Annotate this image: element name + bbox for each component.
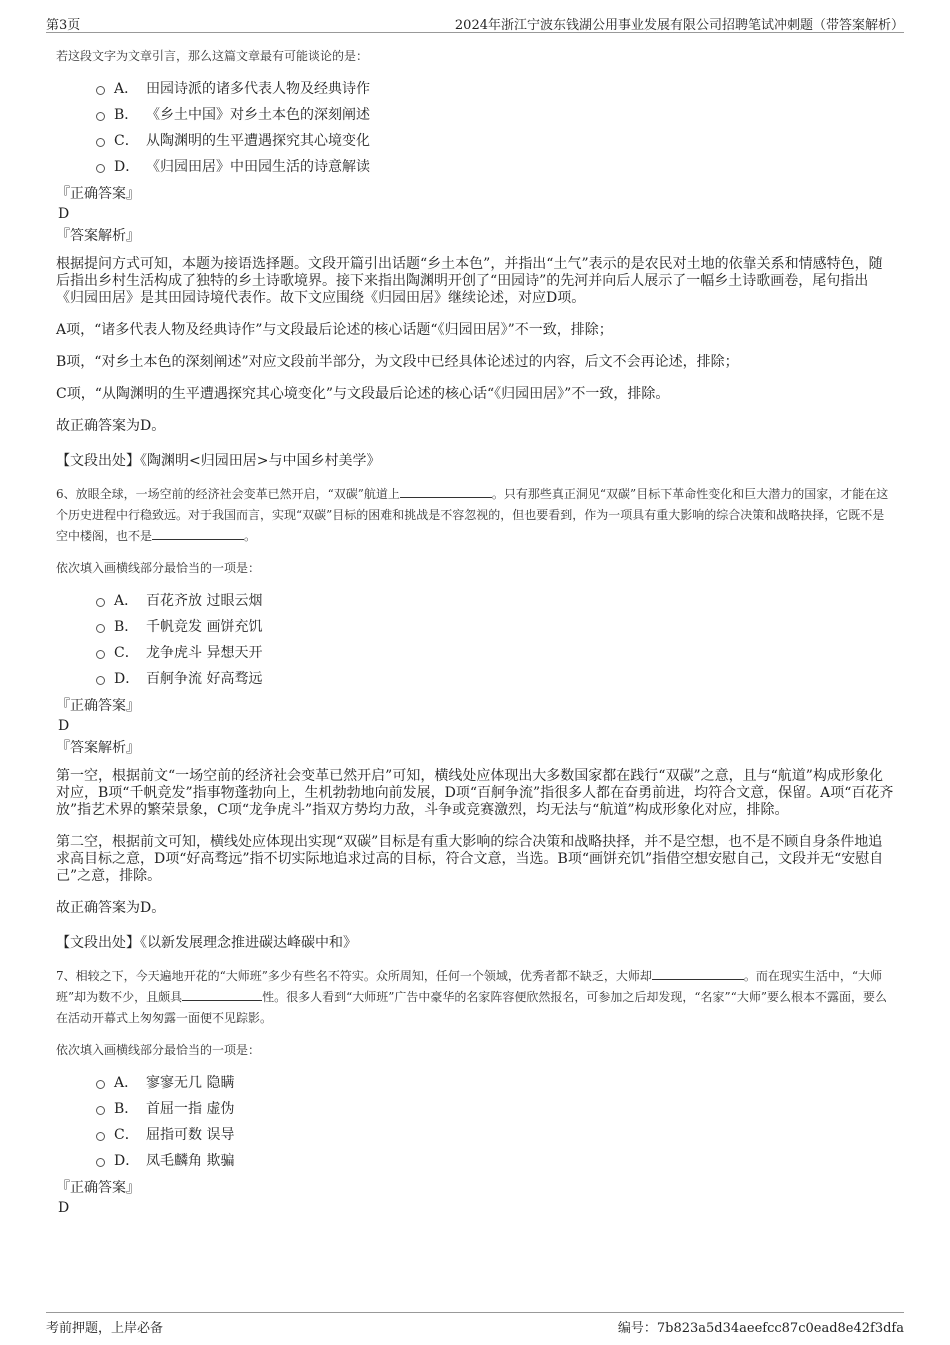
answer-blank (400, 485, 492, 498)
page-content (56, 44, 894, 1218)
q5-analysis-p4: C项，“从陶渊明的生平遭遇探究其心境变化”与文段最后论述的核心话“《归园田居》”不一致，排除。 (56, 386, 670, 402)
q6-answer-label: 『正确答案』 (56, 698, 140, 714)
radio-icon[interactable] (96, 650, 105, 659)
document-id: 编号：7b823a5d34aeefcc87c0ead8e42f3dfa (617, 1321, 904, 1336)
page-header (46, 10, 904, 33)
answer-blank (152, 527, 244, 540)
q6-analysis-p3: 故正确答案为D。 (56, 900, 166, 916)
q5-analysis-p3: B项，“对乡土本色的深刻阐述”对应文段前半部分，为文段中已经具体论述过的内容，后文不会再论述，排除； (56, 354, 739, 370)
radio-icon[interactable] (96, 1106, 105, 1115)
q5-answer-label: 『正确答案』 (56, 186, 140, 202)
q7-option-c[interactable]: C． 屈指可数 误导 (56, 1124, 894, 1150)
q5-analysis-p2: A项，“诸多代表人物及经典诗作”与文段最后论述的核心话题“《归园田居》”不一致，排除； (56, 322, 613, 338)
radio-icon[interactable] (96, 1080, 105, 1089)
q7-option-b[interactable]: B． 首屈一指 虚伪 (56, 1098, 894, 1124)
q7-option-a[interactable]: A． 寥寥无几 隐瞒 (56, 1072, 894, 1098)
radio-icon[interactable] (96, 1132, 105, 1141)
document-title: 2024年浙江宁波东钱湖公用事业发展有限公司招聘笔试冲刺题（带答案解析） (454, 18, 904, 33)
q5-answer: D (58, 206, 70, 222)
q6-analysis-label: 『答案解析』 (56, 740, 140, 756)
q6-prompt: 依次填入画横线部分最恰当的一项是： (56, 561, 261, 575)
page-footer (46, 1312, 904, 1337)
q5-analysis-p1: 根据提问方式可知，本题为接语选择题。文段开篇引出话题“乡土本色”，并指出“土气”表示的是农民对土地的依靠关系和情感特色，随后指出乡村生活构成了独特的乡土诗歌境界。接下来指出陶渊明开创了“田园诗”的先河并向后人展示了一幅乡土诗歌画卷，尾句指出《归园田居》是其田园诗境代表作。故下文应围绕《归园田居》继续论述，对应D项。 (56, 256, 883, 306)
answer-blank (182, 988, 262, 1001)
q7-option-d[interactable]: D． 凤毛麟角 欺骗 (56, 1150, 894, 1176)
q6-analysis-p2: 第二空，根据前文可知，横线处应体现出实现“双碳”目标是有重大影响的综合决策和战略抉择，并不是空想，也不是不顾自身条件地追求高目标之意，D项“好高骛远”指不切实际地追求过高的目标，符合文意，当选。B项“画饼充饥”指借空想安慰自己，文段并无“安慰自己”之意，排除。 (56, 834, 884, 884)
q5-source: 【文段出处】《陶渊明<归园田居>与中国乡村美学》 (56, 453, 381, 469)
q6-option-a[interactable]: A． 百花齐放 过眼云烟 (56, 590, 894, 616)
q7-stem: 7、相较之下，今天遍地开花的“大师班”多少有些名不符实。众所周知，任何一个领域，优秀者都不缺乏，大师却 。而在现实生活中，“大师班”却为数不少，且颇具 性。很多人看到“大师班”广告中豪华的名家阵容便欣然报名，可参加之后却发现，“名家”“大师”要么根本不露面，要么在活动开幕式上匆匆露一面便不见踪影。 (56, 969, 887, 1025)
radio-icon[interactable] (96, 112, 105, 121)
q6-stem: 6、放眼全球，一场空前的经济社会变革已然开启，“双碳”航道上 。只有那些真正洞见“双碳”目标下革命性变化和巨大潜力的国家，才能在这个历史进程中行稳致远。对于我国而言，实现“双碳”目标的困难和挑战是不容忽视的，但也要看到，作为一项具有重大影响的综合决策和战略抉择，它既不是空中楼阁，也不是 。 (56, 487, 889, 543)
q6-source: 【文段出处】《以新发展理念推进碳达峰碳中和》 (56, 935, 357, 951)
q6-options (56, 590, 894, 694)
radio-icon[interactable] (96, 624, 105, 633)
q5-option-c[interactable]: C． 从陶渊明的生平遭遇探究其心境变化 (56, 130, 894, 156)
radio-icon[interactable] (96, 676, 105, 685)
q6-answer: D (58, 718, 70, 734)
radio-icon[interactable] (96, 1158, 105, 1167)
radio-icon[interactable] (96, 598, 105, 607)
q7-answer: D (58, 1200, 70, 1216)
q5-analysis-p5: 故正确答案为D。 (56, 418, 166, 434)
q7-answer-label: 『正确答案』 (56, 1180, 140, 1196)
footer-slogan: 考前押题，上岸必备 (46, 1321, 164, 1336)
radio-icon[interactable] (96, 164, 105, 173)
q5-option-d[interactable]: D． 《归园田居》中田园生活的诗意解读 (56, 156, 894, 182)
q5-analysis-label: 『答案解析』 (56, 228, 140, 244)
page-number: 第3页 (46, 18, 81, 33)
q5-prompt: 若这段文字为文章引言，那么这篇文章最有可能谈论的是： (56, 49, 369, 63)
q5-option-b[interactable]: B． 《乡土中国》对乡土本色的深刻阐述 (56, 104, 894, 130)
q7-prompt: 依次填入画横线部分最恰当的一项是： (56, 1043, 261, 1057)
radio-icon[interactable] (96, 138, 105, 147)
q7-options (56, 1072, 894, 1176)
q5-option-a[interactable]: A． 田园诗派的诸多代表人物及经典诗作 (56, 78, 894, 104)
q6-option-d[interactable]: D． 百舸争流 好高骛远 (56, 668, 894, 694)
q5-options (56, 78, 894, 182)
q6-option-b[interactable]: B． 千帆竞发 画饼充饥 (56, 616, 894, 642)
q6-option-c[interactable]: C． 龙争虎斗 异想天开 (56, 642, 894, 668)
radio-icon[interactable] (96, 86, 105, 95)
q6-analysis-p1: 第一空，根据前文“一场空前的经济社会变革已然开启”可知，横线处应体现出大多数国家都在践行“双碳”之意，且与“航道”构成形象化对应，B项“千帆竞发”指事物蓬勃向上，生机勃勃地向前发展，D项“百舸争流”指很多人都在奋勇前进，均符合文意，保留。A项“百花齐放”指艺术界的繁荣景象，C项“龙争虎斗”指双方势均力敌，斗争或竞赛激烈，均无法与“航道”构成形象化对应，排除。 (56, 768, 894, 818)
answer-blank (652, 967, 744, 980)
